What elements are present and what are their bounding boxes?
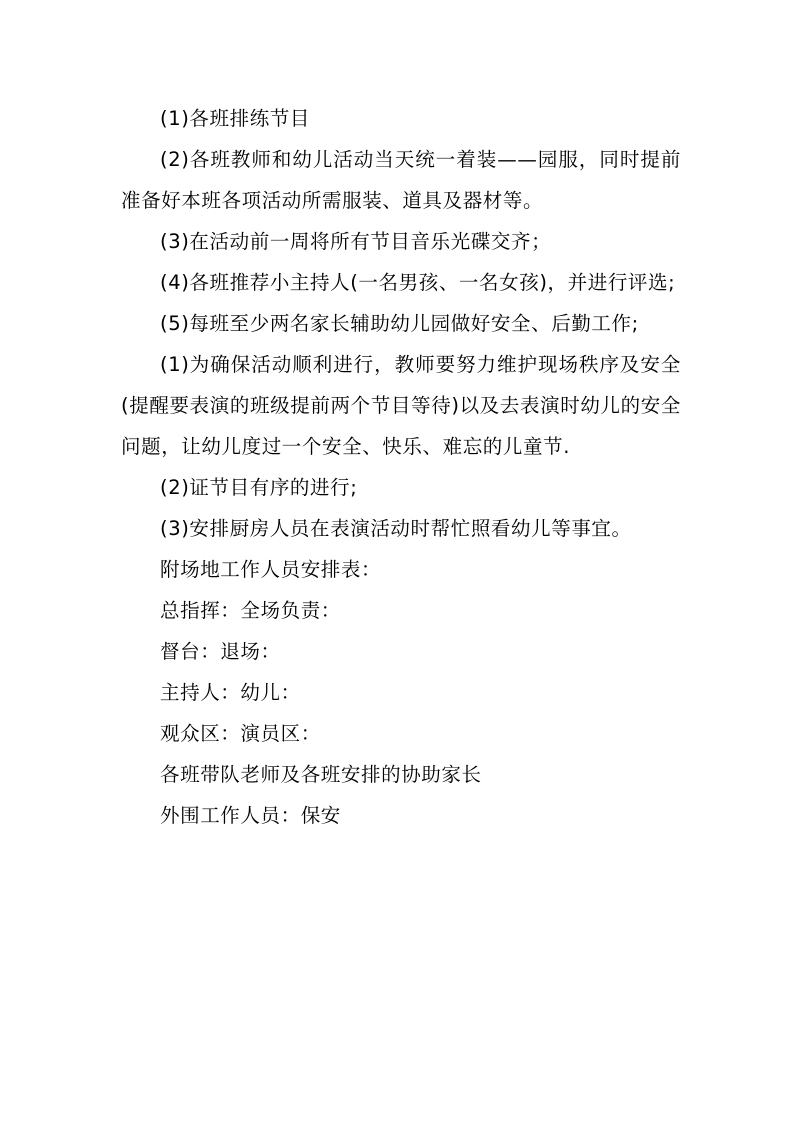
staff-line-audience: 观众区：演员区： xyxy=(160,722,321,745)
paragraph-prep-5: (5)每班至少两名家长辅助幼儿园做好安全、后勤工作; xyxy=(160,312,639,335)
staff-line-host: 主持人：幼儿： xyxy=(160,681,301,704)
paragraph-safety-2: (2)证节目有序的进行; xyxy=(160,476,358,499)
staff-line-commander: 总指挥：全场负责： xyxy=(160,599,341,622)
staff-line-security: 外围工作人员：保安 xyxy=(160,804,341,827)
document-body xyxy=(121,98,681,836)
paragraph-prep-4: (4)各班推荐小主持人(一名男孩、一名女孩)，并进行评选; xyxy=(160,271,676,294)
staff-table-heading: 附场地工作人员安排表： xyxy=(160,558,382,581)
paragraph-prep-3: (3)在活动前一周将所有节目音乐光碟交齐； xyxy=(160,230,552,253)
staff-line-stage: 督台：退场： xyxy=(160,640,281,663)
staff-line-teachers: 各班带队老师及各班安排的协助家长 xyxy=(160,763,482,786)
paragraph-prep-2: (2)各班教师和幼儿活动当天统一着装——园服，同时提前准备好本班各项活动所需服装、道具及器材等。 xyxy=(121,148,681,212)
paragraph-prep-1: (1)各班排练节目 xyxy=(160,107,311,130)
paragraph-safety-3: (3)安排厨房人员在表演活动时帮忙照看幼儿等事宜。 xyxy=(160,517,632,540)
paragraph-safety-1: (1)为确保活动顺利进行，教师要努力维护现场秩序及安全(提醒要表演的班级提前两个节目等待)以及去表演时幼儿的安全问题，让幼儿度过一个安全、快乐、难忘的儿童节. xyxy=(121,353,681,458)
